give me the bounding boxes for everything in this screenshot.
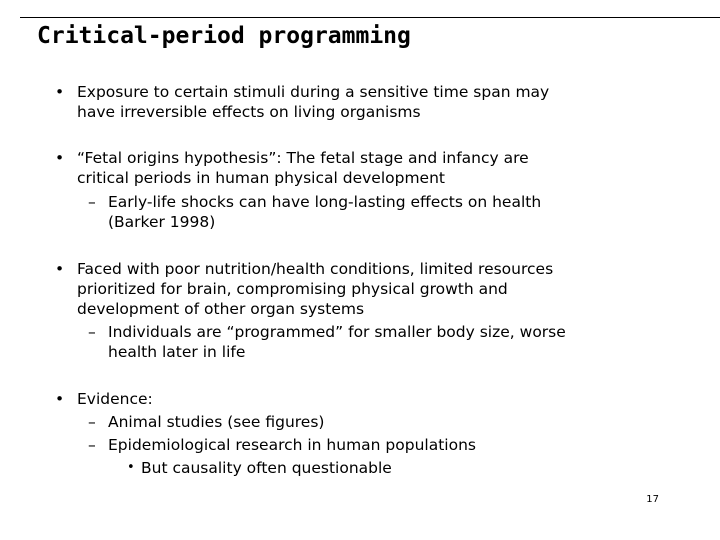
dash-marker: –	[88, 193, 96, 211]
bullet-1-line-2	[55, 102, 695, 122]
bullet-2-sub-1-text-2: (Barker 1998)	[108, 213, 216, 231]
bullet-2-sub-1-line-1	[55, 192, 695, 212]
dash-marker: –	[88, 323, 96, 341]
sub-bullet-marker: •	[127, 460, 135, 475]
bullet-marker: •	[55, 260, 65, 278]
bullet-3-text-3: development of other organ systems	[77, 300, 365, 318]
bullet-3-text-2: prioritized for brain, compromising physical growth and	[77, 280, 508, 298]
bullet-3-line-2	[55, 279, 695, 299]
bullet-1-text-2: have irreversible effects on living organisms	[77, 103, 421, 121]
bullet-3-sub-1-line-1	[55, 322, 695, 342]
bullet-2-line-2	[55, 168, 695, 188]
bullet-4-sub-2-sub-1-text-1: But causality often questionable	[141, 459, 392, 477]
bullet-1	[55, 82, 695, 122]
bullet-4-text-1: Evidence:	[77, 390, 153, 408]
bullet-4-sub-2-sub-1-line-1	[55, 458, 695, 478]
bullet-4-sub-1-text-1: Animal studies (see figures)	[108, 413, 325, 431]
dash-marker: –	[88, 436, 96, 454]
bullet-3	[55, 259, 695, 362]
bullet-1-line-1	[55, 82, 695, 102]
bullet-marker: •	[55, 83, 65, 101]
bullet-1-text-1: Exposure to certain stimuli during a sensitive time span may	[77, 83, 550, 101]
bullet-3-text-1: Faced with poor nutrition/health conditions, limited resources	[77, 260, 554, 278]
bullet-2-text-1: “Fetal origins hypothesis”: The fetal stage and infancy are	[77, 149, 529, 167]
slide-title: Critical-period programming	[37, 23, 411, 49]
bullet-2-sub-1-line-2	[55, 212, 695, 232]
bullet-4-sub-1-line-1	[55, 412, 695, 432]
slide-number: 17	[646, 494, 659, 505]
bullet-4	[55, 389, 695, 478]
bullet-3-sub-1-text-2: health later in life	[108, 343, 246, 361]
bullet-marker: •	[55, 149, 65, 167]
bullet-3-sub-1-text-1: Individuals are “programmed” for smaller body size, worse	[108, 323, 566, 341]
bullet-2-line-1	[55, 148, 695, 168]
bullet-2-sub-1-text-1: Early-life shocks can have long-lasting effects on health	[108, 193, 542, 211]
bullet-marker: •	[55, 390, 65, 408]
bullet-4-line-1	[55, 389, 695, 409]
bullet-3-sub-1-line-2	[55, 342, 695, 362]
dash-marker: –	[88, 413, 96, 431]
bullet-3-line-1	[55, 259, 695, 279]
bullet-2-text-2: critical periods in human physical development	[77, 169, 445, 187]
bullet-4-sub-2-text-1: Epidemiological research in human populations	[108, 436, 476, 454]
bullet-2	[55, 148, 695, 232]
bullet-3-line-3	[55, 299, 695, 319]
top-rule	[20, 17, 720, 18]
bullet-4-sub-2-line-1	[55, 435, 695, 455]
